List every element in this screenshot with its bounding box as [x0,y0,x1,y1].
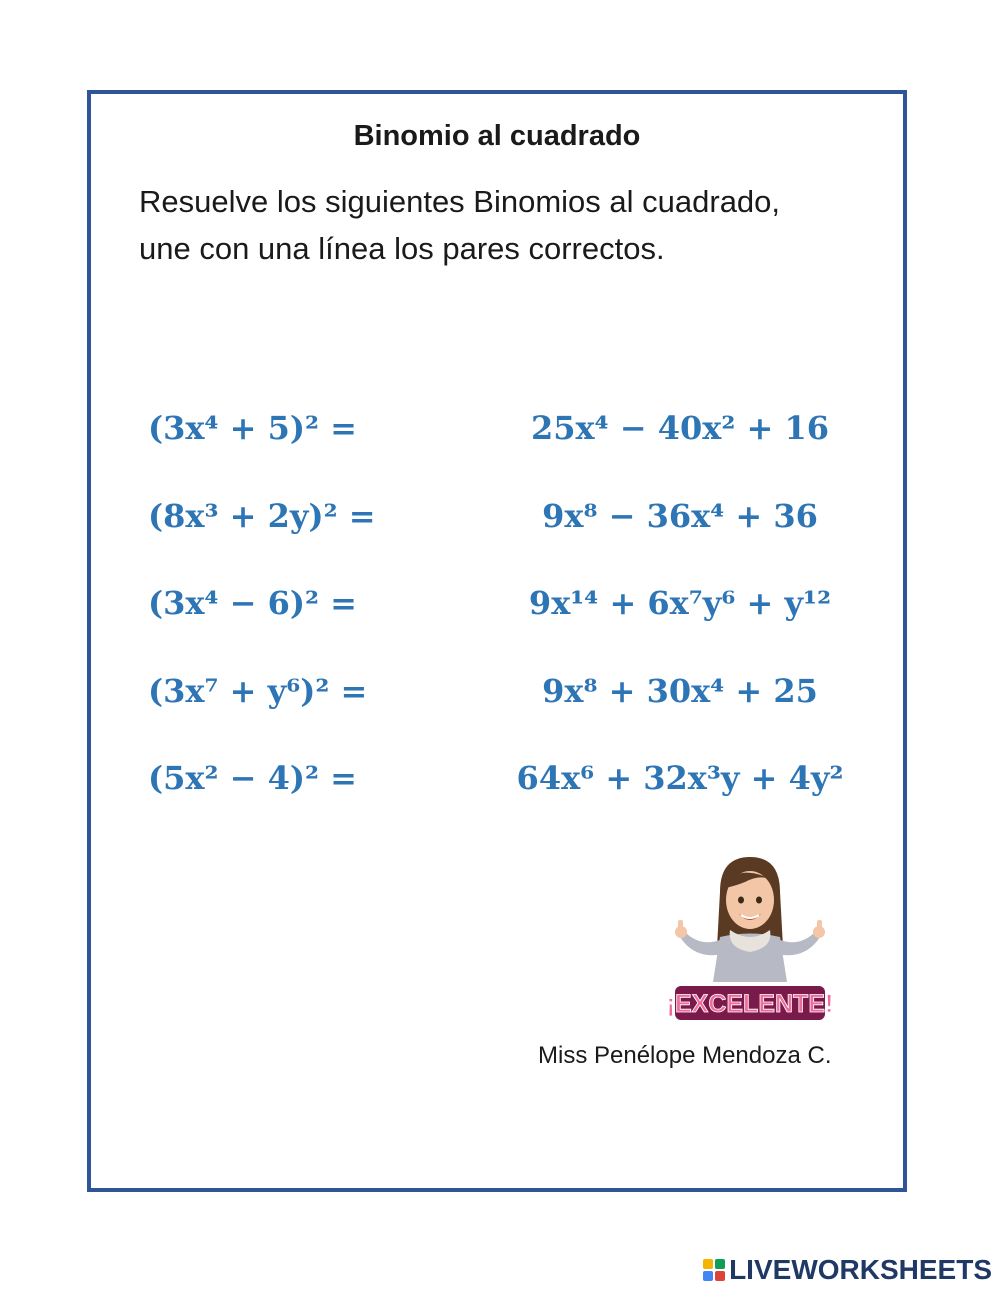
liveworksheets-logo-icon [703,1259,725,1281]
right-expression-3[interactable]: 9x¹⁴ + 6x⁷y⁶ + y¹² [528,584,832,622]
left-expression-4[interactable]: (3x⁷ + y⁶)² = [148,672,368,710]
brand-logo[interactable] [703,1252,992,1288]
instructions-line-2: une con una línea los pares correctos. [139,231,665,266]
right-expression-5[interactable]: 64x⁶ + 32x³y + 4y² [516,759,844,797]
page-title: Binomio al cuadrado [353,120,641,152]
badge-text: ¡EXCELENTE! [666,990,834,1018]
left-expression-1[interactable]: (3x⁴ + 5)² = [148,409,357,447]
right-expression-4[interactable]: 9x⁸ + 30x⁴ + 25 [542,672,818,710]
right-expression-2[interactable]: 9x⁸ − 36x⁴ + 36 [542,497,818,535]
left-expression-5[interactable]: (5x² − 4)² = [148,759,357,797]
instructions [139,178,859,272]
author-signature: Miss Penélope Mendoza C. [538,1042,832,1069]
left-expression-3[interactable]: (3x⁴ − 6)² = [148,584,357,622]
right-expression-1[interactable]: 25x⁴ − 40x² + 16 [531,409,829,447]
avatar-illustration [665,852,835,1022]
left-expression-2[interactable]: (8x³ + 2y)² = [148,497,376,535]
brand-text: LIVEWORKSHEETS [729,1254,992,1285]
instructions-line-1: Resuelve los siguientes Binomios al cuadrado, [139,184,781,219]
